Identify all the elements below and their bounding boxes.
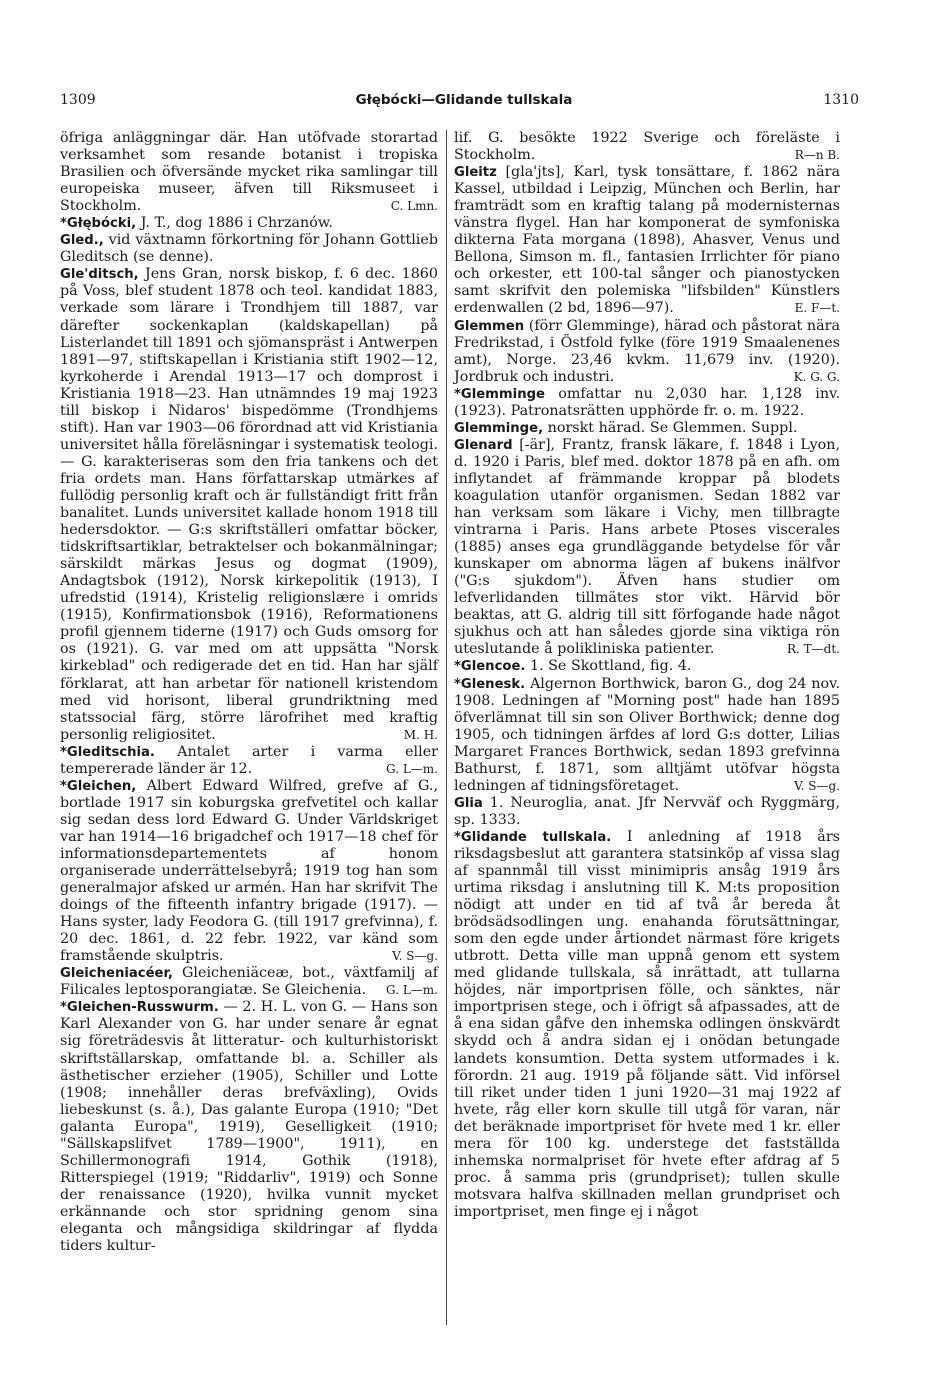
entry-text: Algernon Borthwick, baron G., dog 24 nov. 1908. Ledningen af "Morning post" hade han 1895 öfverlämnat till sin son Oliver Borthwick; denne dog 1905, och tidningen ärfdes af lord G:s dotter, Lilias Margaret Frances Borthwick, sedan 1893 grefvinna Bathurst, f. 1871, som alltjämt utöfvar högsta ledningen af tidningsföretaget. — [454, 675, 841, 794]
left-column — [60, 130, 438, 1255]
column-divider — [446, 130, 447, 1325]
page-number-right: 1310 — [823, 92, 859, 108]
entry-headword: Glemmen — [454, 318, 525, 334]
dictionary-entry — [60, 215, 438, 232]
dictionary-entry — [454, 829, 840, 1221]
entry-text: I anledning af 1918 års riksdagsbeslut att garantera statsinköp af vissa slag af spannmål till visst minimipris ansåg 1919 års urtima riksdag i anslutning till K. M:ts proposition nödigt att under en tid af två år bereda åt brödsädsodlingen ung. enahanda förutsättningar, som den egde under årtiondet närmast före krigets utbrott. Detta ville man uppnå genom ett system med glidande tullskala, så inrättadt, att tullarna höjdes, när importprisen fölle, och sänktes, när importprisen stege, och i öfrigt så afpassades, att de å ena sidan gåfve den inhemska odlingen önskvärdt skydd och å andra sidan ej i onödan betungade landets konsumtion. Detta system utformades i k. förordn. 21 aug. 1919 på följande sätt. Vid införsel till riket under tiden 1 juni 1920—31 maj 1922 af hvete, råg eller korn skulle till utgå för varan, när det beräknade importpriset för hvete med 1 kr. eller mera för 100 kg. understege det fastställda inhemska normalpriset för hvete efter afdrag af 5 proc. å samma pris (grundpriset); tullen skulle motsvara halfva skillnaden mellan grundpriset och importpriset, men finge ej i något — [454, 828, 840, 1220]
dictionary-entry — [60, 778, 438, 966]
entry-text: öfriga anläggningar där. Han utöfvade storartad verksamhet som resande botanist i tropiska Brasilien och öfversände mycket rika samlingar till europeiska museer, äfven till Riksmuseet i Stockholm. — [60, 130, 438, 215]
entry-text: 1. Se Skottland, fig. 4. — [529, 658, 692, 675]
author-signature: R—n B. — [794, 148, 840, 163]
entry-text: (förr Glemminge), härad och påstorat nära Fredrikstad, i Östfold fylke (före 1919 Smaalenenes amt), Norge. 23,46 kvkm. 11,679 inv. (1920). Jordbruk och industri. — [454, 317, 841, 385]
page-number-left: 1309 — [60, 92, 96, 108]
entry-headword: Gled., — [60, 233, 104, 249]
entry-headword: Gle'ditsch, — [60, 267, 139, 283]
entry-text: Albert Edward Wilfred, grefve af G., bortlade 1917 sin koburgska grefvetitel och kallar sig sedan dess lord Edward G. Under Världskriget var han 1914—16 brigadchef och 1917—18 chef för informationsdepartementets af honom organiserade underrättelsebyrå; 1919 tog han som generalmajor afsked ur armén. Han har skrifvit The doings of the fifteenth infantry brigade (1917). — Hans syster, lady Feodora G. (till 1917 grefvinna), f. 20 dec. 1861, d. 22 febr. 1922, var känd som framstående skulptris. — [60, 777, 438, 965]
dictionary-entry — [60, 965, 438, 999]
entry-text: omfattar nu 2,030 har. 1,128 inv. (1923). Patronatsrätten upphörde fr. o. m. 1922. — [454, 385, 840, 419]
entry-text: — 2. H. L. von G. — Hans son Karl Alexander von G. har under senare år egnat sig företrädesvis åt litteratur- och kulturhistoriskt skriftställarskap, omfattande bl. a. Schiller als ästhetischer erzieher (1905), Schiller und Lotte (1908; innehåller deras brefväxling), Ovids liebeskunst (s. å.), Das galante Europa (1910; "Det galanta Europa", 1919), Geselligkeit (1910; "Sällskapslifvet 1789—1900", 1911), en Schillermonografi 1914, Gothik (1918), Ritterspiegel (1919; "Riddarliv", 1919) och Sonne der renaissance (1920), hvilka vunnit mycket erkännande och stor spridning genom sina eleganta och mångsidiga skildringar af flydda tiders kultur- — [60, 999, 438, 1255]
entry-text: [-är], Frantz, fransk läkare, f. 1848 i Lyon, d. 1920 i Paris, blef med. doktor 1878 på en afh. om inflytandet af främmande kroppar på blodets koagulation utanför organismen. Sedan 1882 var han verksam som läkare i Vichy, men tillbragte vintrarna i Paris. Hans arbete Ptoses viscerales (1885) anses ega grundläggande betydelse för vår kunskaper om abnorma lägen af bukens inälfvor ("G:s sjukdom"). Äfven hans studier om lefverlidanden tillmätes stor vikt. Härvid bör beaktas, att G. aldrig till sitt förfogande hade något sjukhus och att han således gjorde sina viktiga rön uteslutande å polikliniska patienter. — [454, 436, 841, 658]
author-signature: G. L—m. — [386, 761, 438, 776]
entry-headword: Glenard — [454, 437, 513, 453]
entry-text: 1. Neuroglia, anat. Jfr Nervväf och Ryggmärg, sp. 1333. — [454, 794, 840, 828]
entry-text: Gleicheniäceæ, bot., växtfamilj af Filicales leptosporangiatæ. Se Gleichenia. — [60, 965, 439, 999]
dictionary-entry — [454, 130, 840, 164]
dictionary-entry — [454, 658, 840, 675]
author-signature: K. G. G. — [793, 369, 840, 384]
entry-headword: *Gleditschia. — [60, 744, 155, 760]
running-head: Głębócki—Glidande tullskala — [355, 92, 573, 108]
entry-text: [gla'jts], Karl, tysk tonsättare, f. 1862 nära Kassel, utbildad i Leipzig, München och Berlin, har framträdt som en kraftig talang på modernisternas vänstra flygel. Han har komponerat de symfoniska dikterna Fata morgana (1898), Ahasver, Venus und Bellona, Simson m. fl., fantasien Irrlichter för piano och orkester, ett 100-tal sånger och pianostycken samt skrifvit den polemiska "lifsbilden" Künstlers erdenwallen (2 bd, 1896—97). — [454, 164, 841, 317]
entry-text: Jens Gran, norsk biskop, f. 6 dec. 1860 på Voss, blef student 1878 och teol. kandidat 1883, verkade som lärare i Trondhjem till 1887, var därefter sockenkaplan (kaldskapellan) på Listerlandet till 1891 och sjömanspräst i Antwerpen 1891—97, stiftskapellan i Kristiania stift 1902—12, kyrkoherde i Arendal 1913—17 och domprost i Kristiania 1918—23. Han utnämndes 19 maj 1923 till biskop i Nidaros' bispedömme (Trondhjems stift). Han var 1903—06 förordnad att vid Kristiania universitet hålla föreläsningar i systematisk teologi. — G. karakteriseras som den fria tankens och det fria ordets man. Hans författarskap utmärkes af fullödig personlig kraft och är fullständigt fritt från banalitet. Lunds universitet kallade honom 1918 till hedersdoktor. — G:s skriftställeri omfattar böcker, tidskriftsartiklar, betraktelser och bokanmälningar; särskildt märkas Jesus og dogmat (1909), Andagtsbok (1912), Norsk kirkepolitik (1913), I ufredstid (1914), Kristelig religionslære i omrids (1915), Konfirmationsbok (1916), Reformationens profil gjennem tiderne (1917) och Guds omsorg for os (1921). G. var med om att uppsätta "Norsk kirkeblad" och redigerade det en tid. Han har själf förklarat, att han arbetar för nationell kristendom med vid horisont, liberal grundriktning med statssocial färg, större lärofrihet med kraftig personlig religiositet. — [60, 266, 439, 743]
dictionary-entry — [60, 232, 438, 266]
author-signature: R. T—dt. — [787, 642, 840, 657]
dictionary-entry — [60, 999, 438, 1255]
author-signature: C. Lmn. — [390, 199, 438, 214]
entry-text: norskt härad. Se Glemmen. Suppl. — [547, 419, 798, 436]
entry-headword: *Glidande tullskala. — [454, 829, 612, 845]
entry-headword: Glemminge, — [454, 420, 544, 436]
entry-headword: *Gleichen-Russwurm. — [60, 1000, 219, 1016]
entry-text: Antalet arter i varma eller tempererade länder är 12. — [60, 743, 438, 777]
author-signature: E. F—t. — [794, 301, 840, 316]
entry-headword: *Glemminge — [454, 386, 545, 402]
dictionary-entry — [454, 386, 840, 420]
author-signature: V. S—g. — [794, 778, 840, 793]
right-column — [454, 130, 840, 1221]
dictionary-entry — [454, 420, 840, 437]
entry-headword: Gleicheniacéer, — [60, 966, 174, 982]
dictionary-entry — [454, 795, 840, 829]
author-signature: M. H. — [403, 727, 438, 742]
entry-text: J. T., dog 1886 i Chrzanów. — [140, 215, 333, 232]
dictionary-entry — [60, 744, 438, 778]
entry-headword: Glia — [454, 795, 483, 811]
entry-text: lif. G. besökte 1922 Sverige och föreläste i Stockholm. — [454, 130, 840, 164]
entry-headword: *Głębócki, — [60, 216, 137, 232]
dictionary-entry — [60, 266, 438, 743]
dictionary-entry — [454, 164, 840, 317]
entry-headword: *Glenesk. — [454, 676, 526, 692]
dictionary-entry — [454, 437, 840, 659]
entry-headword: *Glencoe. — [454, 659, 526, 675]
entry-headword: Gleitz — [454, 165, 497, 181]
author-signature: V. S—g. — [392, 949, 438, 964]
dictionary-entry — [60, 130, 438, 215]
author-signature: G. L—m. — [386, 983, 438, 998]
dictionary-entry — [454, 318, 840, 386]
dictionary-entry — [454, 676, 840, 795]
entry-text: vid växtnamn förkortning för Johann Gottlieb Gleditsch (se denne). — [60, 232, 438, 266]
entry-headword: *Gleichen, — [60, 778, 137, 794]
